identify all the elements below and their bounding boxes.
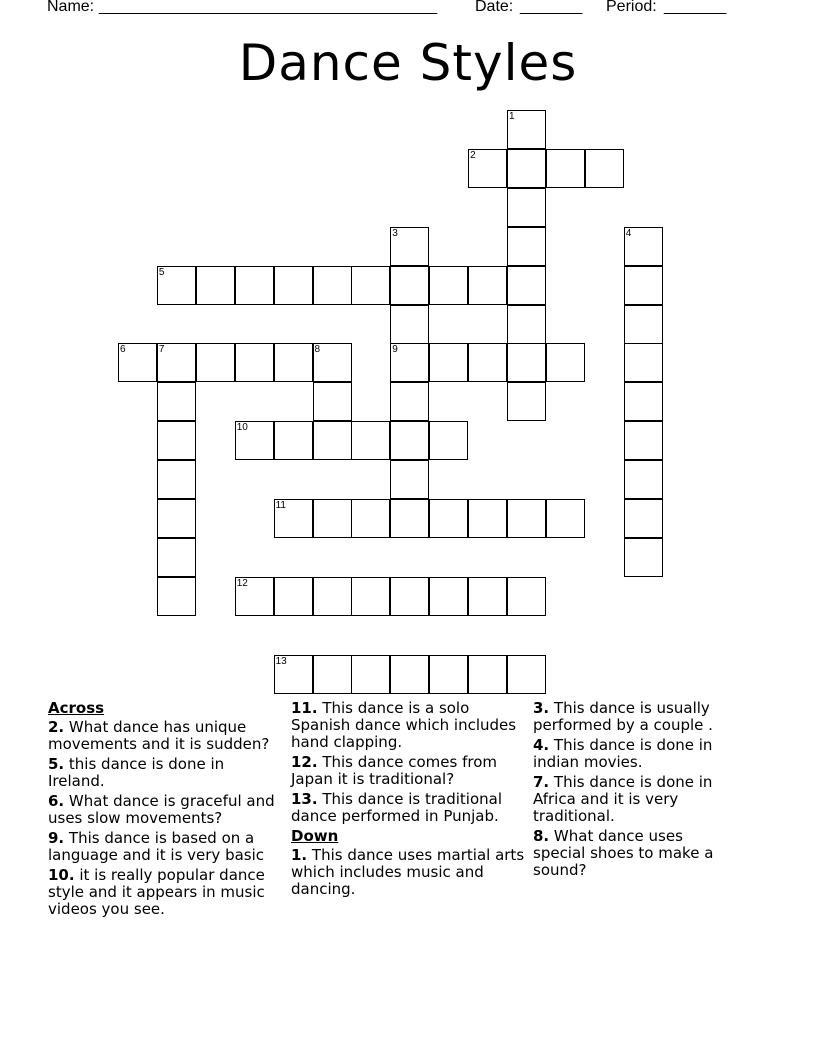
clue-down-4: 4. This dance is done in indian movies. [533, 736, 713, 771]
grid-cell-r12-c7[interactable] [390, 577, 429, 616]
grid-cell-r4-c4[interactable] [274, 266, 313, 305]
down-clues-col-3 [533, 700, 733, 882]
clue-number-7: 7 [158, 344, 165, 356]
clue-down-7: 7. This dance is done in Africa and it is very traditional. [533, 773, 713, 825]
clue-across-9: 9. This dance is based on a language and it is very basic [48, 829, 265, 864]
grid-cell-r5-c10[interactable] [507, 305, 546, 344]
grid-cell-r12-c6[interactable] [351, 577, 390, 616]
grid-cell-r8-c7[interactable] [390, 421, 429, 460]
page-title: Dance Styles [238, 34, 578, 92]
clue-down-1: 1. This dance uses martial arts which includes music and dancing. [291, 846, 525, 898]
grid-cell-r10-c8[interactable] [429, 499, 468, 538]
grid-cell-r12-c8[interactable] [429, 577, 468, 616]
clue-number-11: 11 [275, 500, 286, 511]
clue-down-8: 8. What dance uses special shoes to make a sound? [533, 827, 714, 879]
grid-cell-r4-c10[interactable] [507, 266, 546, 305]
grid-cell-r10-c5[interactable] [313, 499, 352, 538]
grid-cell-r10-c6[interactable] [351, 499, 390, 538]
grid-cell-r7-c1[interactable] [157, 382, 196, 421]
clue-number-1: 1 [509, 111, 515, 122]
clue-number-10: 10 [236, 422, 248, 434]
grid-cell-r6-c8[interactable] [429, 343, 468, 382]
grid-cell-r7-c10[interactable] [507, 382, 546, 421]
clue-down-3: 3. This dance is usually performed by a couple . [533, 699, 713, 734]
grid-cell-r11-c13[interactable] [624, 538, 663, 577]
clue-number-12: 12 [236, 577, 248, 589]
clue-number-9: 9 [392, 344, 398, 356]
grid-cell-r10-c7[interactable] [390, 499, 429, 538]
grid-cell-r12-c10[interactable] [507, 577, 546, 616]
grid-cell-r6-c11[interactable] [546, 343, 585, 382]
clue-number-13: 13 [275, 655, 287, 667]
clue-across-5: 5. this dance is done in Ireland. [48, 755, 225, 790]
grid-cell-r14-c10[interactable] [507, 655, 546, 694]
grid-cell-r4-c7[interactable] [390, 266, 429, 305]
grid-cell-r4-c3[interactable] [235, 266, 274, 305]
clue-number-4: 4 [625, 227, 632, 239]
grid-cell-r9-c1[interactable] [157, 460, 196, 499]
grid-cell-r12-c4[interactable] [274, 577, 313, 616]
grid-cell-r9-c13[interactable] [624, 460, 663, 499]
name-label: Name: [47, 0, 95, 15]
grid-cell-r1-c12[interactable] [585, 149, 624, 188]
grid-cell-r8-c13[interactable] [624, 421, 663, 460]
grid-cell-r9-c7[interactable] [390, 460, 429, 499]
grid-cell-r5-c7[interactable] [390, 305, 429, 344]
grid-cell-r12-c9[interactable] [468, 577, 507, 616]
grid-cell-r10-c11[interactable] [546, 499, 585, 538]
grid-cell-r14-c8[interactable] [429, 655, 468, 694]
grid-cell-r6-c4[interactable] [274, 343, 313, 382]
grid-cell-r4-c2[interactable] [196, 266, 235, 305]
grid-cell-r10-c13[interactable] [624, 499, 663, 538]
name-field[interactable]: ______________________________________ [99, 0, 438, 15]
grid-cell-r6-c10[interactable] [507, 343, 546, 382]
grid-cell-r1-c11[interactable] [546, 149, 585, 188]
clues-col-2 [291, 700, 527, 901]
grid-cell-r6-c2[interactable] [196, 343, 235, 382]
grid-cell-r14-c5[interactable] [313, 655, 352, 694]
grid-cell-r4-c13[interactable] [624, 266, 663, 305]
clue-number-8: 8 [314, 344, 321, 356]
date-label: Date: [475, 0, 514, 15]
grid-cell-r10-c1[interactable] [157, 499, 196, 538]
grid-cell-r7-c5[interactable] [313, 382, 352, 421]
grid-cell-r6-c13[interactable] [624, 343, 663, 382]
date-field[interactable]: _______ [520, 0, 583, 15]
grid-cell-r8-c1[interactable] [157, 421, 196, 460]
grid-cell-r8-c8[interactable] [429, 421, 468, 460]
period-label: Period: [606, 0, 657, 15]
grid-cell-r7-c7[interactable] [390, 382, 429, 421]
clue-across-13: 13. This dance is traditional dance performed in Punjab. [291, 790, 503, 825]
grid-cell-r8-c6[interactable] [351, 421, 390, 460]
grid-cell-r6-c3[interactable] [235, 343, 274, 382]
period-field[interactable]: _______ [664, 0, 727, 15]
across-clues-col-1 [48, 700, 283, 921]
clue-number-5: 5 [158, 266, 165, 278]
clue-number-2: 2 [470, 149, 476, 161]
grid-cell-r12-c1[interactable] [157, 577, 196, 616]
grid-cell-r8-c4[interactable] [274, 421, 313, 460]
grid-cell-r11-c1[interactable] [157, 538, 196, 577]
clue-across-2: 2. What dance has unique movements and it is sudden? [48, 718, 270, 753]
grid-cell-r6-c9[interactable] [468, 343, 507, 382]
grid-cell-r10-c9[interactable] [468, 499, 507, 538]
grid-cell-r12-c5[interactable] [313, 577, 352, 616]
clue-across-12: 12. This dance comes from Japan it is traditional? [291, 753, 497, 788]
grid-cell-r14-c6[interactable] [351, 655, 390, 694]
grid-cell-r4-c6[interactable] [351, 266, 390, 305]
grid-cell-r8-c5[interactable] [313, 421, 352, 460]
grid-cell-r4-c5[interactable] [313, 266, 352, 305]
clue-across-11: 11. This dance is a solo Spanish dance which includes hand clapping. [291, 699, 517, 751]
clue-number-6: 6 [120, 344, 126, 356]
grid-cell-r5-c13[interactable] [624, 305, 663, 344]
clue-across-10: 10. it is really popular dance style and it appears in music videos you see. [48, 866, 265, 918]
clue-across-6: 6. What dance is graceful and uses slow movements? [48, 792, 275, 827]
grid-cell-r14-c9[interactable] [468, 655, 507, 694]
grid-cell-r10-c10[interactable] [507, 499, 546, 538]
grid-cell-r14-c7[interactable] [390, 655, 429, 694]
grid-cell-r4-c9[interactable] [468, 266, 507, 305]
across-heading: Across [48, 699, 105, 717]
grid-cell-r4-c8[interactable] [429, 266, 468, 305]
clue-number-3: 3 [392, 227, 398, 239]
grid-cell-r1-c10[interactable] [507, 149, 546, 188]
grid-cell-r3-c10[interactable] [507, 227, 546, 266]
grid-cell-r7-c13[interactable] [624, 382, 663, 421]
down-heading: Down [291, 827, 339, 845]
grid-cell-r2-c10[interactable] [507, 188, 546, 227]
